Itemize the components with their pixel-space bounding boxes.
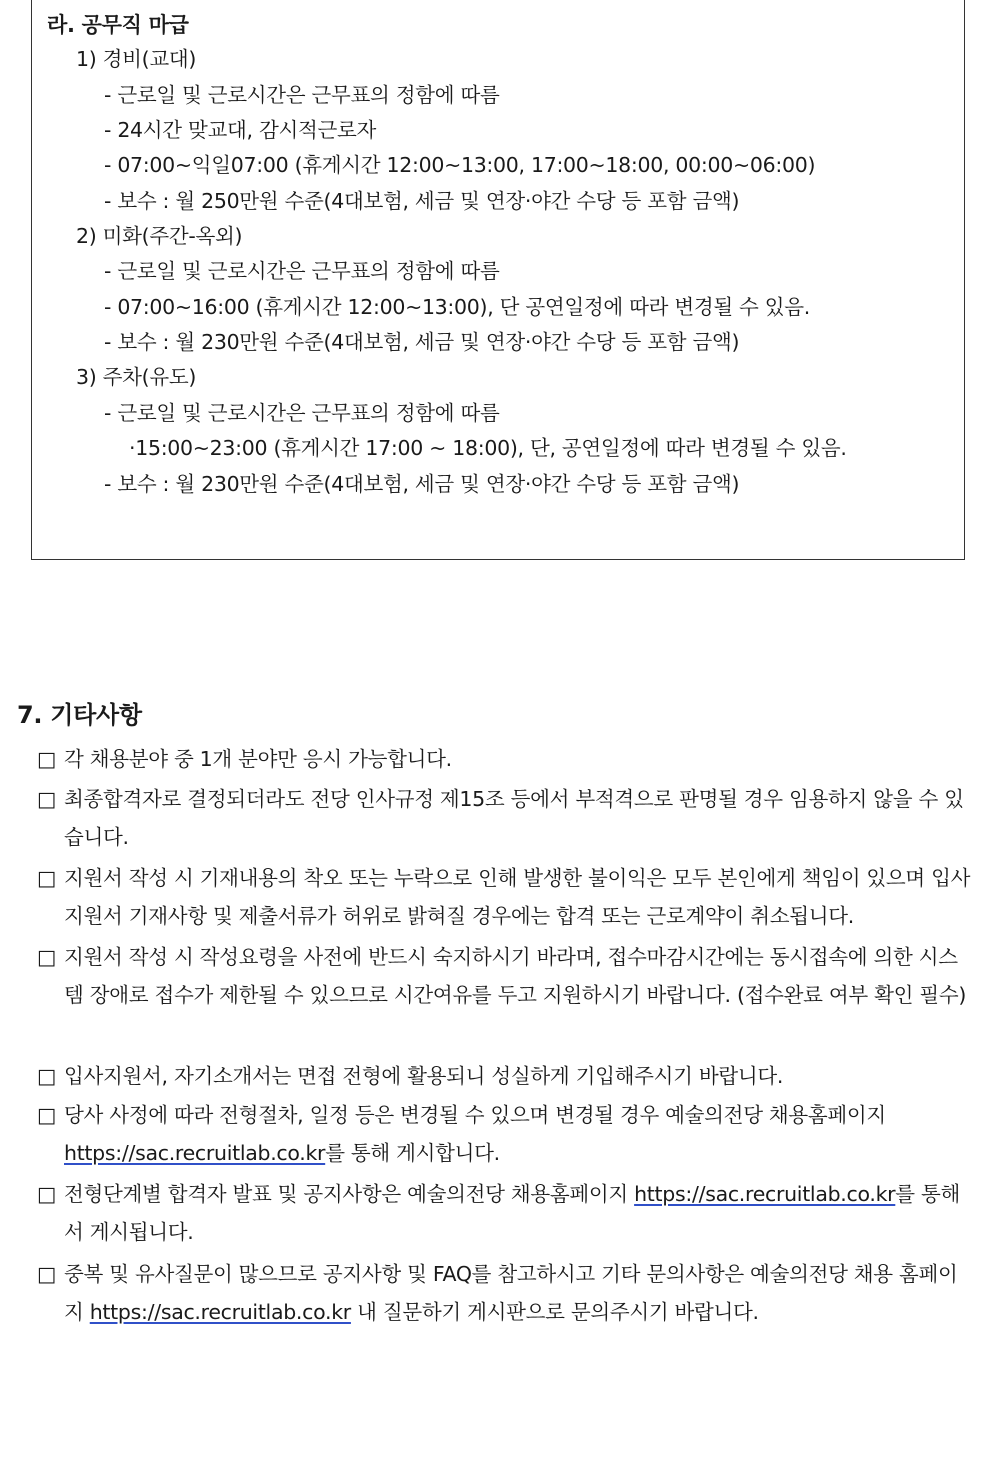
list-item	[37, 859, 977, 935]
item-text-before: 당사 사정에 따라 전형절차, 일정 등은 변경될 수 있으며 변경될 경우 예술의전당 채용홈페이지	[64, 1103, 886, 1127]
group-line: - 근로일 및 근로시간은 근무표의 정함에 따름	[104, 401, 500, 425]
item-text: 입사지원서, 자기소개서는 면접 전형에 활용되니 성실하게 기입해주시기 바랍니다.	[64, 1064, 784, 1088]
group-line: - 근로일 및 근로시간은 근무표의 정함에 따름	[104, 259, 500, 283]
list-item	[37, 740, 977, 778]
group-line: - 보수 : 월 230만원 수준(4대보험, 세금 및 연장·야간 수당 등 포함 금액)	[104, 472, 740, 496]
item-text	[37, 1175, 977, 1251]
checkbox-bullet: □	[37, 1064, 57, 1088]
employment-conditions-box	[31, 0, 965, 560]
checkbox-bullet: □	[37, 1182, 57, 1206]
checkbox-bullet: □	[37, 787, 57, 811]
item-text-before: 전형단계별 합격자 발표 및 공지사항은 예술의전당 채용홈페이지	[64, 1182, 635, 1206]
recruit-homepage-link[interactable]: https://sac.recruitlab.co.kr	[89, 1300, 351, 1324]
group-subline: ·15:00~23:00 (휴게시간 17:00 ~ 18:00), 단, 공연일정에 따라 변경될 수 있음.	[129, 436, 847, 460]
item-text	[37, 1255, 977, 1331]
list-item	[37, 1057, 977, 1095]
checkbox-bullet: □	[37, 1262, 57, 1286]
group-heading-parking: 3) 주차(유도)	[76, 365, 197, 389]
group-line: - 근로일 및 근로시간은 근무표의 정함에 따름	[104, 83, 500, 107]
group-heading-cleaning: 2) 미화(주간-옥외)	[76, 224, 243, 248]
checkbox-bullet: □	[37, 1103, 57, 1127]
checkbox-bullet: □	[37, 945, 57, 969]
group-line: - 07:00~16:00 (휴게시간 12:00~13:00), 단 공연일정에 따라 변경될 수 있음.	[104, 295, 810, 319]
item-text: 최종합격자로 결정되더라도 전당 인사규정 제15조 등에서 부적격으로 판명될 경우 임용하지 않을 수 있습니다.	[64, 787, 964, 849]
section-title: 7. 기타사항	[17, 701, 142, 729]
list-item	[37, 1175, 977, 1251]
list-item	[37, 780, 977, 856]
item-text	[37, 1096, 977, 1172]
item-text-after: 를 통해서 게시됩니다.	[64, 1182, 961, 1244]
item-text: 지원서 작성 시 작성요령을 사전에 반드시 숙지하시기 바라며, 접수마감시간에는 동시접속에 의한 시스템 장애로 접수가 제한될 수 있으므로 시간여유를 두고 지원하시기 바랍니다. (접수완료 여부 확인 필수)	[64, 945, 967, 1007]
list-item	[37, 1255, 977, 1331]
recruit-homepage-link[interactable]: https://sac.recruitlab.co.kr	[64, 1141, 326, 1165]
item-text-before: 중복 및 유사질문이 많으므로 공지사항 및 FAQ를 참고하시고 기타 문의사항은 예술의전당 채용 홈페이지	[64, 1262, 958, 1324]
box-title: 라. 공무직 마급	[47, 13, 189, 37]
group-line: - 보수 : 월 230만원 수준(4대보험, 세금 및 연장·야간 수당 등 포함 금액)	[104, 330, 740, 354]
item-text-after: 내 질문하기 게시판으로 문의주시기 바랍니다.	[350, 1300, 759, 1324]
list-item	[37, 1096, 977, 1172]
checkbox-bullet: □	[37, 866, 57, 890]
recruit-homepage-link[interactable]: https://sac.recruitlab.co.kr	[634, 1182, 896, 1206]
list-item	[37, 938, 977, 1014]
group-line: - 07:00~익일07:00 (휴게시간 12:00~13:00, 17:00~18:00, 00:00~06:00)	[104, 153, 816, 177]
item-text: 각 채용분야 중 1개 분야만 응시 가능합니다.	[64, 747, 452, 771]
group-line: - 보수 : 월 250만원 수준(4대보험, 세금 및 연장·야간 수당 등 포함 금액)	[104, 189, 740, 213]
group-line: - 24시간 맞교대, 감시적근로자	[104, 118, 376, 142]
group-heading-security: 1) 경비(교대)	[76, 47, 197, 71]
checkbox-bullet: □	[37, 747, 57, 771]
item-text: 지원서 작성 시 기재내용의 착오 또는 누락으로 인해 발생한 불이익은 모두 본인에게 책임이 있으며 입사지원서 기재사항 및 제출서류가 허위로 밝혀질 경우에는 합격 또는 근로계약이 취소됩니다.	[64, 866, 971, 928]
item-text-after: 를 통해 게시합니다.	[325, 1141, 500, 1165]
